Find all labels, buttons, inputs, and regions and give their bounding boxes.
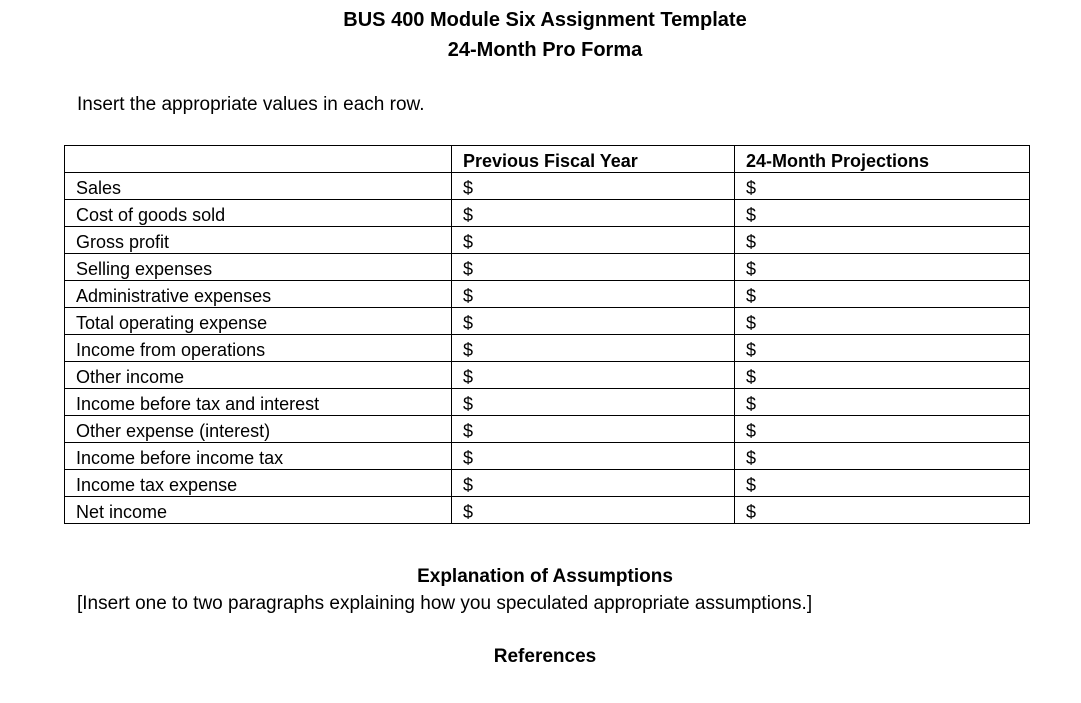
header-24-month-projections: 24-Month Projections — [735, 146, 1030, 173]
previous-fiscal-year-cell[interactable]: $ — [452, 227, 735, 254]
table-row — [65, 443, 1030, 470]
line-item-label: Income before tax and interest — [65, 389, 452, 416]
assumptions-placeholder-text[interactable]: [Insert one to two paragraphs explaining how you speculated appropriate assumptions.] — [77, 593, 813, 614]
projection-cell[interactable]: $ — [735, 308, 1030, 335]
line-item-label: Sales — [65, 173, 452, 200]
previous-fiscal-year-cell[interactable]: $ — [452, 443, 735, 470]
projection-cell[interactable]: $ — [735, 389, 1030, 416]
previous-fiscal-year-cell[interactable]: $ — [452, 335, 735, 362]
table-row — [65, 308, 1030, 335]
projection-cell[interactable]: $ — [735, 416, 1030, 443]
previous-fiscal-year-cell[interactable]: $ — [452, 416, 735, 443]
line-item-label: Selling expenses — [65, 254, 452, 281]
line-item-label: Cost of goods sold — [65, 200, 452, 227]
line-item-label: Other income — [65, 362, 452, 389]
line-item-label: Income before income tax — [65, 443, 452, 470]
table-header-row — [65, 146, 1030, 173]
instruction-text: Insert the appropriate values in each row. — [77, 94, 425, 115]
references-heading: References — [493, 646, 597, 667]
projection-cell[interactable]: $ — [735, 173, 1030, 200]
header-previous-fiscal-year: Previous Fiscal Year — [452, 146, 735, 173]
projection-cell[interactable]: $ — [735, 227, 1030, 254]
projection-cell[interactable]: $ — [735, 200, 1030, 227]
document-title: BUS 400 Module Six Assignment Template — [343, 9, 747, 31]
projection-cell[interactable]: $ — [735, 281, 1030, 308]
table-row — [65, 335, 1030, 362]
header-line-item — [65, 146, 452, 173]
projection-cell[interactable]: $ — [735, 497, 1030, 524]
table-body — [65, 173, 1030, 524]
previous-fiscal-year-cell[interactable]: $ — [452, 470, 735, 497]
previous-fiscal-year-cell[interactable]: $ — [452, 362, 735, 389]
table-row — [65, 416, 1030, 443]
projection-cell[interactable]: $ — [735, 443, 1030, 470]
table-row — [65, 200, 1030, 227]
table-row — [65, 497, 1030, 524]
line-item-label: Gross profit — [65, 227, 452, 254]
projection-cell[interactable]: $ — [735, 254, 1030, 281]
line-item-label: Other expense (interest) — [65, 416, 452, 443]
line-item-label: Total operating expense — [65, 308, 452, 335]
table-row — [65, 254, 1030, 281]
table-row — [65, 281, 1030, 308]
projection-cell[interactable]: $ — [735, 335, 1030, 362]
projection-cell[interactable]: $ — [735, 470, 1030, 497]
projection-cell[interactable]: $ — [735, 362, 1030, 389]
previous-fiscal-year-cell[interactable]: $ — [452, 497, 735, 524]
previous-fiscal-year-cell[interactable]: $ — [452, 281, 735, 308]
table-row — [65, 227, 1030, 254]
previous-fiscal-year-cell[interactable]: $ — [452, 254, 735, 281]
line-item-label: Income tax expense — [65, 470, 452, 497]
table-row — [65, 389, 1030, 416]
assumptions-heading: Explanation of Assumptions — [417, 566, 673, 587]
line-item-label: Income from operations — [65, 335, 452, 362]
previous-fiscal-year-cell[interactable]: $ — [452, 200, 735, 227]
table-row — [65, 362, 1030, 389]
line-item-label: Net income — [65, 497, 452, 524]
previous-fiscal-year-cell[interactable]: $ — [452, 173, 735, 200]
pro-forma-table — [64, 145, 1030, 524]
table-row — [65, 173, 1030, 200]
table-row — [65, 470, 1030, 497]
line-item-label: Administrative expenses — [65, 281, 452, 308]
previous-fiscal-year-cell[interactable]: $ — [452, 389, 735, 416]
document-subtitle: 24-Month Pro Forma — [447, 39, 643, 61]
previous-fiscal-year-cell[interactable]: $ — [452, 308, 735, 335]
